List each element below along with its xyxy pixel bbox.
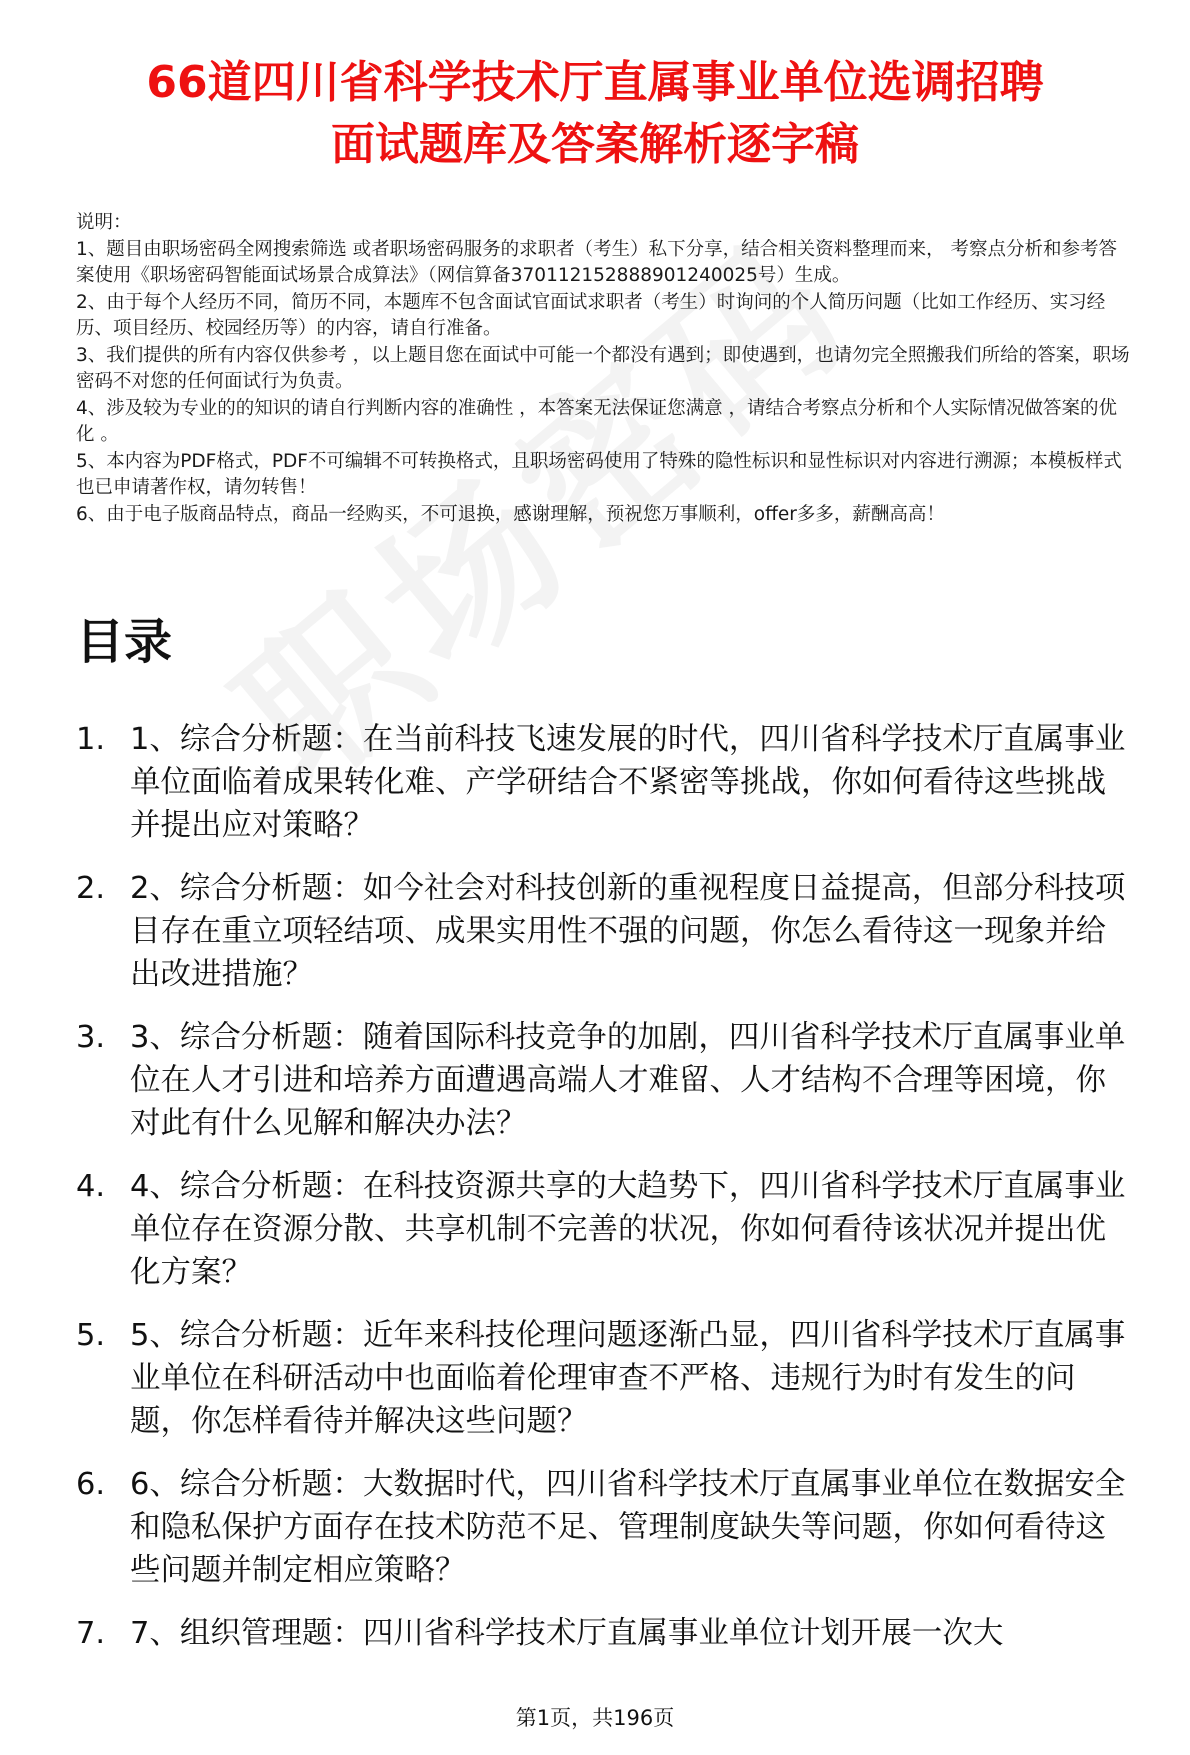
toc-list [76, 718, 1130, 1675]
title-line-2: 面试题库及答案解析逐字稿 [331, 119, 859, 170]
toc-item[interactable] [76, 867, 1130, 996]
toc-item-number: 4. [76, 1169, 106, 1204]
toc-item-text[interactable]: 4、综合分析题：在科技资源共享的大趋势下，四川省科学技术厅直属事业单位存在资源分散、共享机制不完善的状况，你如何看待该状况并提出优化方案？ [130, 1169, 1126, 1290]
toc-item-number: 6. [76, 1467, 106, 1502]
toc-item-text[interactable]: 3、综合分析题：随着国际科技竞争的加剧，四川省科学技术厅直属事业单位在人才引进和培养方面遭遇高端人才难留、人才结构不合理等困境，你对此有什么见解和解决办法？ [130, 1020, 1126, 1141]
toc-item-text[interactable]: 5、综合分析题：近年来科技伦理问题逐渐凸显，四川省科学技术厅直属事业单位在科研活动中也面临着伦理审查不严格、违规行为时有发生的问题，你怎样看待并解决这些问题？ [130, 1318, 1126, 1439]
toc-item-number: 2. [76, 871, 106, 906]
note-item: 3、我们提供的所有内容仅供参考 ，以上题目您在面试中可能一个都没有遇到；即使遇到，也请勿完全照搬我们所给的答案，职场密码不对您的任何面试行为负责。 [76, 344, 1130, 392]
toc-item[interactable] [76, 1463, 1130, 1592]
toc-item-number: 7. [76, 1616, 106, 1651]
toc-item-text[interactable]: 6、综合分析题：大数据时代，四川省科学技术厅直属事业单位在数据安全和隐私保护方面存在技术防范不足、管理制度缺失等问题，你如何看待这些问题并制定相应策略？ [130, 1467, 1126, 1588]
toc-item[interactable] [76, 1612, 1130, 1655]
title-line-1: 66道四川省科学技术厅直属事业单位选调招聘 [146, 57, 1044, 108]
note-item: 4、涉及较为专业的的知识的请自行判断内容的准确性 ，本答案无法保证您满意 ，请结合考察点分析和个人实际情况做答案的优化 。 [76, 397, 1118, 445]
toc-item[interactable] [76, 1165, 1130, 1294]
note-item: 6、由于电子版商品特点，商品一经购买，不可退换，感谢理解，预祝您万事顺利，offer多多，薪酬高高！ [76, 503, 945, 525]
toc-item-number: 5. [76, 1318, 106, 1353]
document-title [60, 52, 1130, 176]
toc-item-number: 3. [76, 1020, 106, 1055]
toc-item[interactable] [76, 1016, 1130, 1145]
notes-heading: 说明： [76, 212, 132, 233]
toc-item-text[interactable]: 2、综合分析题：如今社会对科技创新的重视程度日益提高，但部分科技项目存在重立项轻结项、成果实用性不强的问题，你怎么看待这一现象并给出改进措施？ [130, 871, 1126, 992]
toc-item-text[interactable]: 7、组织管理题：四川省科学技术厅直属事业单位计划开展一次大 [130, 1616, 1004, 1651]
toc-item-text[interactable]: 1、综合分析题：在当前科技飞速发展的时代，四川省科学技术厅直属事业单位面临着成果转化难、产学研结合不紧密等挑战，你如何看待这些挑战并提出应对策略？ [130, 722, 1126, 843]
toc-item-number: 1. [76, 722, 106, 757]
notes-section [76, 210, 1130, 528]
note-item: 1、题目由职场密码全网搜索筛选 或者职场密码服务的求职者（考生）私下分享，结合相关资料整理而来， 考察点分析和参考答案使用《职场密码智能面试场景合成算法》（网信算备370112152888901240025号）生成。 [76, 238, 1118, 286]
note-item: 5、本内容为PDF格式，PDF不可编辑不可转换格式，且职场密码使用了特殊的隐性标识和显性标识对内容进行溯源；本模板样式也已申请著作权，请勿转售！ [76, 450, 1122, 498]
toc-item[interactable] [76, 718, 1130, 847]
note-item: 2、由于每个人经历不同，简历不同，本题库不包含面试官面试求职者（考生）时询问的个人简历问题（比如工作经历、实习经历、项目经历、校园经历等）的内容，请自行准备。 [76, 291, 1106, 339]
page-footer: 第1页，共196页 [515, 1706, 675, 1730]
toc-item[interactable] [76, 1314, 1130, 1443]
toc-heading: 目录 [76, 614, 173, 670]
